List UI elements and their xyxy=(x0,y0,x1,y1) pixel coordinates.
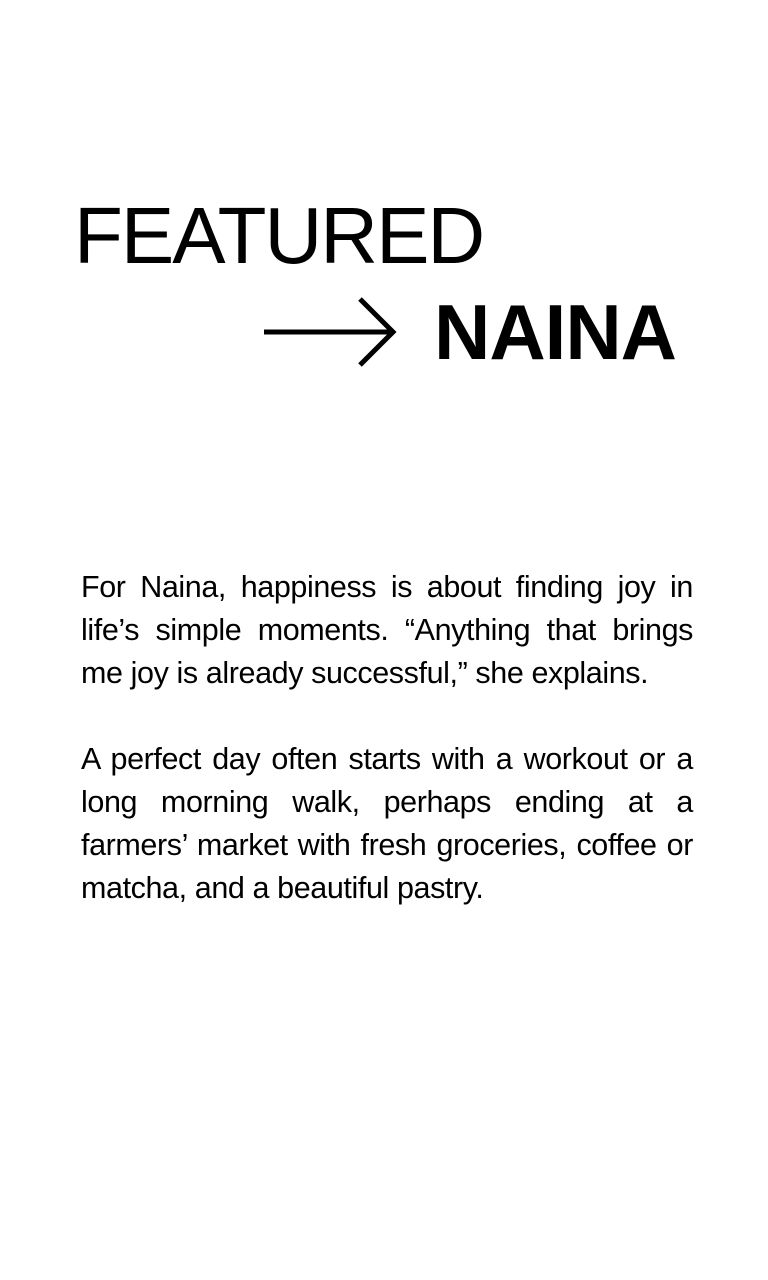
featured-person-name: NAINA xyxy=(434,288,676,376)
article-paragraph: A perfect day often starts with a workout or a long morning walk, perhaps ending at a farmers’ market with fresh groceries, coffee or matcha, and a beautiful pastry. xyxy=(81,742,693,905)
long-right-arrow-icon xyxy=(262,292,398,372)
article-paragraph: For Naina, happiness is about finding joy in life’s simple moments. “Anything that brings me joy is already successful,” she explains. xyxy=(81,570,693,690)
article-body xyxy=(81,566,693,910)
featured-name-row xyxy=(262,288,676,376)
featured-heading: FEATURED xyxy=(74,191,484,280)
